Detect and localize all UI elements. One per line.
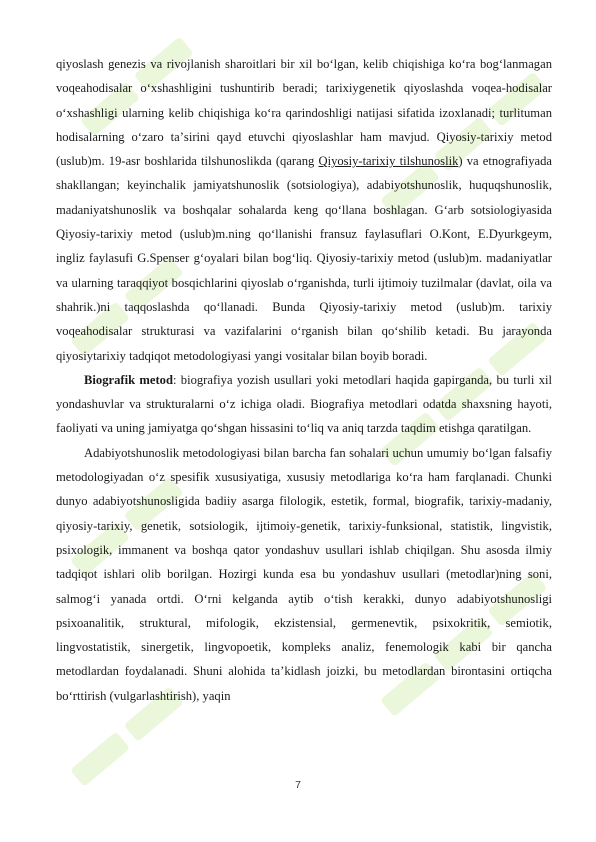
- paragraph-1-text-a: qiyoslash genezis va rivojlanish sharoitlari bir xil boʻlgan, kelib chiqishiga koʻra bogʻlanmagan voqeahodisalar oʻxshashligini tushuntirib beradi; tarixiygenetik qiyoslashda voqea-hodisalar oʻxshashligi ularning kelib chiqishiga koʻra qarindoshligi natijasi sifatida izoxlanadi; turlituman hodisalarning oʻzaro taʼsirini qayd etuvchi qiyoslashlar ham mavjud. Qiyosiy-tarixiy metod (uslub)m. 19-asr boshlarida tilshunoslikda (qarang: [56, 57, 552, 169]
- paragraph-2: [56, 368, 552, 441]
- page-body: [56, 52, 552, 708]
- paragraph-3: Adabiyotshunoslik metodologiyasi bilan barcha fan sohalari uchun umumiy boʻlgan falsafiy metodologiyadan oʻz spesifik xususiyatiga, xususiy metodlariga koʻra ham farqlanadi. Chunki dunyo adabiyotshunosligida badiiy asarga filologik, estetik, formal, biografik, tarixiy-madaniy, qiyosiy-tarixiy, genetik, sotsiologik, ijtimoiy-genetik, tarixiy-funksional, statistik, lingvistik, psixologik, immanent va boshqa qator yondashuv usullari ishlab chiqilgan. Shu asosda ilmiy tadqiqot ishlari olib borilgan. Hozirgi kunda esa bu yondashuv usullari (metodlar)ning soni, salmogʻi yanada ortdi. Oʻrni kelganda aytib oʻtish kerakki, dunyo adabiyotshunosligi psixoanalitik, struktural, mifologik, ekzistensial, germenevtik, psixokritik, semiotik, lingvostatistik, sinergetik, lingvopoetik, kompleks analiz, fenemologik kabi bir qancha metodlardan foydalanadi. Shuni alohida taʼkidlash joizki, bu metodlardan birontasini ortiqcha boʻrttirish (vulgarlashtirish), yaqin: [56, 445, 552, 703]
- paragraph-2-text: : biografiya yozish usullari yoki metodlari haqida gapirganda, bu turli xil yondashuvlar va strukturalarni oʻz ichiga oladi. Biografiya metodlari odatda shaxsning hayoti, faoliyati va uning jamiyatga qoʻshgan hissasini toʻliq va aniq tarzda taqdim etishga qaratilgan.: [56, 372, 552, 436]
- paragraph-1: [56, 52, 552, 368]
- qiyosiy-tarixiy-tilshunoslik-link[interactable]: Qiyosiy-tarixiy tilshunoslik: [318, 154, 459, 169]
- biografik-metod-term: Biografik metod: [84, 372, 173, 387]
- page-number: 7: [295, 779, 301, 791]
- paragraph-1-text-b: ) va etnografiyada shakllangan; keyinchalik jamiyatshunoslik (sotsiologiya), adabiyotshunoslik, huquqshunoslik, madaniyatshunoslik va boshqalar sohalarda keng qoʻllana boshlagan. Gʻarb sotsiologiyasida Qiyosiy-tarixiy metod (uslub)m.ning qoʻllanishi fransuz faylasuflari O.Kont, E.Dyurkgeym, ingliz faylasufi G.Spenser gʻoyalari bilan bogʻliq. Qiyosiy-tarixiy metod (uslub)m. madaniyatlar va ularning taraqqiyot bosqichlarini qiyoslab oʻrganishda, turli ijtimoiy tuzilmalar (davlat, oila va shahrik.)ni taqqoslashda qoʻllanadi. Bunda Qiyosiy-tarixiy metod (uslub)m. tarixiy voqeahodisalar strukturasi va vazifalarini oʻrganish bilan qoʻshilib ketadi. Bu jarayonda qiyosiytarixiy tadqiqot metodologiyasi yangi vositalar bilan boyib boradi.: [56, 154, 553, 363]
